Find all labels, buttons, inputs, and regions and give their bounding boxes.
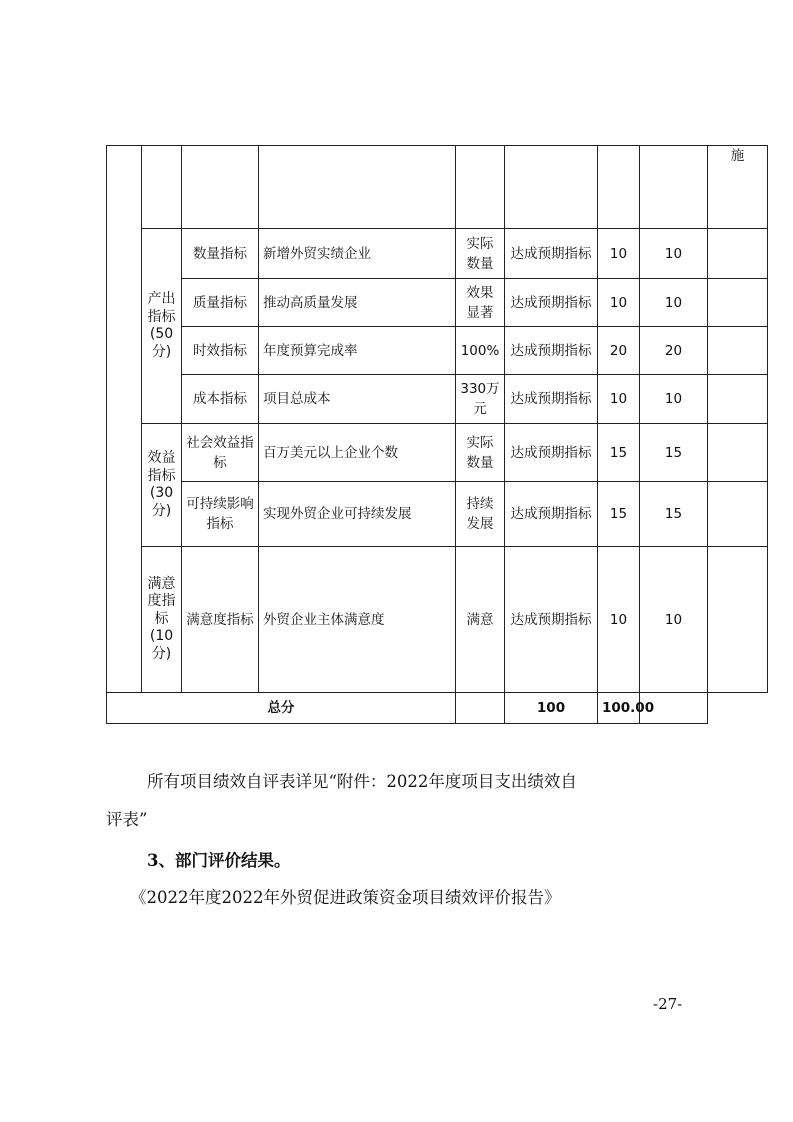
- note-cell: [708, 375, 768, 424]
- table-row: [107, 482, 768, 547]
- page-number: -27-: [653, 995, 683, 1013]
- score-cell: 10: [640, 229, 708, 279]
- note-cell: [708, 279, 768, 327]
- result-cell: 达成预期指标: [505, 547, 598, 693]
- content-cell: 年度预算完成率: [259, 327, 456, 375]
- table-row: [107, 327, 768, 375]
- total-score: 100.00: [598, 693, 640, 724]
- report-title-line: 《2022年度2022年外贸促进政策资金项目绩效评价报告》: [130, 888, 561, 907]
- score-cell: 20: [640, 327, 708, 375]
- content-cell: 推动高质量发展: [259, 279, 456, 327]
- target-cell: 效果显著: [456, 279, 505, 327]
- result-cell: 达成预期指标: [505, 279, 598, 327]
- weight-cell: 10: [598, 279, 640, 327]
- table-row: [107, 229, 768, 279]
- total-label: 总分: [107, 693, 456, 724]
- performance-table: [106, 145, 768, 724]
- target-cell: 100%: [456, 327, 505, 375]
- target-cell: 330万元: [456, 375, 505, 424]
- group-label: 满意度指标(10分): [142, 547, 182, 693]
- indicator-cell: 社会效益指标: [182, 424, 259, 482]
- indicator-cell: 质量指标: [182, 279, 259, 327]
- weight-cell: 20: [598, 327, 640, 375]
- note-cell: [708, 547, 768, 693]
- note-cell: [708, 327, 768, 375]
- result-cell: 达成预期指标: [505, 482, 598, 547]
- total-weight: 100: [505, 693, 598, 724]
- content-cell: 百万美元以上企业个数: [259, 424, 456, 482]
- table-row: [107, 547, 768, 693]
- paragraph-line: 所有项目绩效自评表详见“附件：2022年度项目支出绩效自: [147, 772, 577, 791]
- weight-cell: 10: [598, 547, 640, 693]
- note-cell: [708, 424, 768, 482]
- table-row-top: [107, 146, 768, 229]
- note-cell: [708, 229, 768, 279]
- weight-cell: 10: [598, 229, 640, 279]
- paragraph-line: 评表”: [106, 810, 148, 829]
- target-cell: 持续发展: [456, 482, 505, 547]
- indicator-cell: 可持续影响指标: [182, 482, 259, 547]
- result-cell: 达成预期指标: [505, 375, 598, 424]
- score-cell: 10: [640, 547, 708, 693]
- weight-cell: 15: [598, 482, 640, 547]
- indicator-cell: 满意度指标: [182, 547, 259, 693]
- target-cell: 满意: [456, 547, 505, 693]
- note-cell: 施: [708, 146, 768, 229]
- content-cell: 外贸企业主体满意度: [259, 547, 456, 693]
- content-cell: 项目总成本: [259, 375, 456, 424]
- score-cell: 10: [640, 375, 708, 424]
- indicator-cell: 数量指标: [182, 229, 259, 279]
- outer-category-cell: [107, 146, 142, 693]
- content-cell: 新增外贸实绩企业: [259, 229, 456, 279]
- content-cell: 实现外贸企业可持续发展: [259, 482, 456, 547]
- table-row: [107, 375, 768, 424]
- table-row: [107, 424, 768, 482]
- weight-cell: 10: [598, 375, 640, 424]
- result-cell: 达成预期指标: [505, 424, 598, 482]
- note-cell: [708, 482, 768, 547]
- target-cell: 实际数量: [456, 229, 505, 279]
- target-cell: 实际数量: [456, 424, 505, 482]
- result-cell: 达成预期指标: [505, 229, 598, 279]
- section-heading: 3、部门评价结果。: [147, 851, 291, 870]
- weight-cell: 15: [598, 424, 640, 482]
- result-cell: 达成预期指标: [505, 327, 598, 375]
- indicator-cell: 成本指标: [182, 375, 259, 424]
- table-row: [107, 279, 768, 327]
- score-cell: 15: [640, 482, 708, 547]
- group-label: 产出指标(50分): [142, 229, 182, 424]
- indicator-cell: 时效指标: [182, 327, 259, 375]
- score-cell: 15: [640, 424, 708, 482]
- total-row: [107, 693, 768, 724]
- score-cell: 10: [640, 279, 708, 327]
- group-label: 效益指标(30分): [142, 424, 182, 547]
